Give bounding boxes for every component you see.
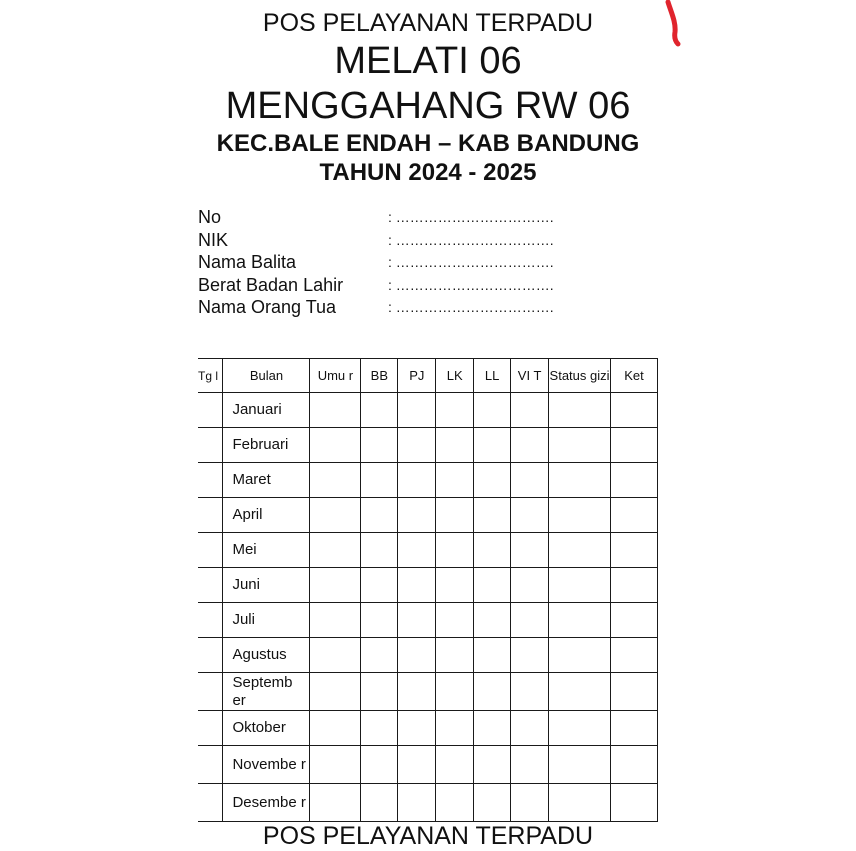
entry-cell[interactable] [611, 638, 658, 673]
entry-cell[interactable] [310, 428, 361, 463]
entry-cell[interactable] [361, 498, 398, 533]
entry-cell[interactable] [511, 498, 549, 533]
table-row [198, 711, 658, 746]
month-cell: Juni [223, 568, 310, 603]
month-cell: Desembe r [223, 784, 310, 822]
col-header-status-gizi: Status gizi [549, 359, 611, 393]
entry-cell[interactable] [398, 533, 436, 568]
table-row [198, 498, 658, 533]
entry-cell[interactable] [511, 638, 549, 673]
month-cell: Mei [223, 533, 310, 568]
col-header-bulan: Bulan [223, 359, 310, 393]
entry-cell[interactable] [436, 568, 474, 603]
entry-cell[interactable] [398, 746, 436, 784]
entry-cell[interactable] [474, 711, 511, 746]
entry-cell[interactable] [398, 393, 436, 428]
entry-cell[interactable] [511, 746, 549, 784]
col-header-umur: Umu r [310, 359, 361, 393]
entry-cell[interactable] [436, 784, 474, 822]
table-row [198, 428, 658, 463]
table-row [198, 673, 658, 711]
entry-cell[interactable] [474, 638, 511, 673]
entry-cell[interactable] [398, 568, 436, 603]
entry-cell[interactable] [611, 784, 658, 822]
form-label: Berat Badan Lahir [198, 274, 344, 295]
table-row [198, 393, 658, 428]
entry-cell[interactable] [511, 533, 549, 568]
entry-cell[interactable] [310, 603, 361, 638]
entry-cell[interactable] [436, 673, 474, 711]
entry-cell[interactable] [474, 498, 511, 533]
entry-cell[interactable] [549, 638, 611, 673]
entry-cell[interactable] [474, 393, 511, 428]
entry-cell[interactable] [611, 498, 658, 533]
header-district: KEC.BALE ENDAH – KAB BANDUNG [216, 130, 640, 157]
entry-cell[interactable] [511, 784, 549, 822]
next-page-header: POS PELAYANAN TERPADU [262, 822, 594, 850]
form-fill-line[interactable]: : ……………………………. [388, 209, 554, 225]
entry-cell[interactable] [198, 428, 223, 463]
entry-cell[interactable] [361, 746, 398, 784]
entry-cell[interactable] [474, 428, 511, 463]
entry-cell[interactable] [361, 603, 398, 638]
entry-cell[interactable] [310, 393, 361, 428]
form-label: NIK [198, 229, 229, 250]
entry-cell[interactable] [474, 603, 511, 638]
entry-cell[interactable] [474, 746, 511, 784]
month-cell: Agustus [223, 638, 310, 673]
entry-cell[interactable] [511, 603, 549, 638]
entry-cell[interactable] [549, 533, 611, 568]
entry-cell[interactable] [198, 746, 223, 784]
entry-cell[interactable] [436, 638, 474, 673]
form-fill-line[interactable]: : ……………………………. [388, 299, 554, 315]
table-body [198, 393, 658, 822]
entry-cell[interactable] [310, 568, 361, 603]
entry-cell[interactable] [436, 463, 474, 498]
table-row [198, 568, 658, 603]
month-cell: April [223, 498, 310, 533]
table-row [198, 746, 658, 784]
entry-cell[interactable] [549, 673, 611, 711]
entry-cell[interactable] [310, 533, 361, 568]
entry-cell[interactable] [511, 463, 549, 498]
col-header-ket: Ket [611, 359, 658, 393]
col-header-tgl: Tg l [198, 359, 223, 393]
entry-cell[interactable] [198, 568, 223, 603]
form-fill-line[interactable]: : ……………………………. [388, 276, 554, 293]
entry-cell[interactable] [198, 463, 223, 498]
entry-cell[interactable] [361, 673, 398, 711]
entry-cell[interactable] [361, 784, 398, 822]
month-cell: Juli [223, 603, 310, 638]
entry-cell[interactable] [198, 638, 223, 673]
table-row [198, 463, 658, 498]
entry-cell[interactable] [361, 428, 398, 463]
entry-cell[interactable] [361, 463, 398, 498]
month-cell: Maret [223, 463, 310, 498]
entry-cell[interactable] [436, 428, 474, 463]
entry-cell[interactable] [474, 533, 511, 568]
entry-cell[interactable] [310, 638, 361, 673]
entry-cell[interactable] [198, 673, 223, 711]
entry-cell[interactable] [611, 428, 658, 463]
entry-cell[interactable] [310, 463, 361, 498]
entry-cell[interactable] [611, 746, 658, 784]
entry-cell[interactable] [474, 568, 511, 603]
month-cell: Novembe r [223, 746, 310, 784]
entry-cell[interactable] [549, 711, 611, 746]
entry-cell[interactable] [511, 428, 549, 463]
entry-cell[interactable] [436, 498, 474, 533]
entry-cell[interactable] [310, 784, 361, 822]
entry-cell[interactable] [511, 711, 549, 746]
entry-cell[interactable] [436, 746, 474, 784]
entry-cell[interactable] [198, 498, 223, 533]
entry-cell[interactable] [398, 638, 436, 673]
entry-cell[interactable] [549, 498, 611, 533]
entry-cell[interactable] [549, 603, 611, 638]
entry-cell[interactable] [198, 533, 223, 568]
header-year: TAHUN 2024 - 2025 [319, 159, 537, 186]
entry-cell[interactable] [436, 603, 474, 638]
col-header-bb: BB [361, 359, 398, 393]
entry-cell[interactable] [436, 393, 474, 428]
entry-cell[interactable] [436, 711, 474, 746]
table-row [198, 638, 658, 673]
form-label: Nama Balita [198, 252, 297, 272]
entry-cell[interactable] [549, 746, 611, 784]
table-row [198, 784, 658, 822]
table-row [198, 603, 658, 638]
entry-cell[interactable] [611, 711, 658, 746]
form-fill-line[interactable]: : ……………………………. [388, 231, 554, 248]
month-cell: Januari [223, 393, 310, 428]
entry-cell[interactable] [436, 533, 474, 568]
entry-cell[interactable] [549, 568, 611, 603]
month-cell: Oktober [223, 711, 310, 746]
entry-cell[interactable] [511, 673, 549, 711]
entry-cell[interactable] [361, 393, 398, 428]
col-header-ll: LL [474, 359, 511, 393]
form-label: No [198, 207, 222, 227]
entry-cell[interactable] [198, 711, 223, 746]
entry-cell[interactable] [398, 603, 436, 638]
entry-cell[interactable] [474, 463, 511, 498]
header-location: MENGGAHANG RW 06 [225, 85, 631, 127]
entry-cell[interactable] [549, 393, 611, 428]
entry-cell[interactable] [361, 533, 398, 568]
header-posyandu-name: MELATI 06 [334, 40, 522, 82]
month-cell: Februari [223, 428, 310, 463]
header-title: POS PELAYANAN TERPADU [262, 9, 594, 37]
growth-record-table [198, 358, 658, 811]
entry-cell[interactable] [611, 393, 658, 428]
entry-cell[interactable] [474, 784, 511, 822]
entry-cell[interactable] [398, 498, 436, 533]
entry-cell[interactable] [361, 638, 398, 673]
entry-cell[interactable] [549, 428, 611, 463]
entry-cell[interactable] [398, 428, 436, 463]
entry-cell[interactable] [310, 746, 361, 784]
month-cell: Septemb er [223, 673, 310, 711]
form-label: Nama Orang Tua [198, 297, 337, 317]
entry-cell[interactable] [474, 673, 511, 711]
entry-cell[interactable] [310, 673, 361, 711]
entry-cell[interactable] [611, 463, 658, 498]
col-header-pj: PJ [398, 359, 436, 393]
entry-cell[interactable] [310, 498, 361, 533]
entry-cell[interactable] [398, 673, 436, 711]
entry-cell[interactable] [511, 568, 549, 603]
entry-cell[interactable] [398, 784, 436, 822]
entry-cell[interactable] [549, 463, 611, 498]
entry-cell[interactable] [549, 784, 611, 822]
entry-cell[interactable] [361, 568, 398, 603]
entry-cell[interactable] [611, 533, 658, 568]
entry-cell[interactable] [611, 603, 658, 638]
table-header-row [198, 359, 658, 393]
entry-cell[interactable] [398, 711, 436, 746]
entry-cell[interactable] [198, 603, 223, 638]
entry-cell[interactable] [361, 711, 398, 746]
entry-cell[interactable] [611, 673, 658, 711]
entry-cell[interactable] [310, 711, 361, 746]
entry-cell[interactable] [198, 784, 223, 822]
form-fill-line[interactable]: : ……………………………. [388, 254, 554, 270]
col-header-vit: VI T [511, 359, 549, 393]
entry-cell[interactable] [611, 568, 658, 603]
entry-cell[interactable] [198, 393, 223, 428]
entry-cell[interactable] [398, 463, 436, 498]
col-header-lk: LK [436, 359, 474, 393]
table-row [198, 533, 658, 568]
entry-cell[interactable] [511, 393, 549, 428]
